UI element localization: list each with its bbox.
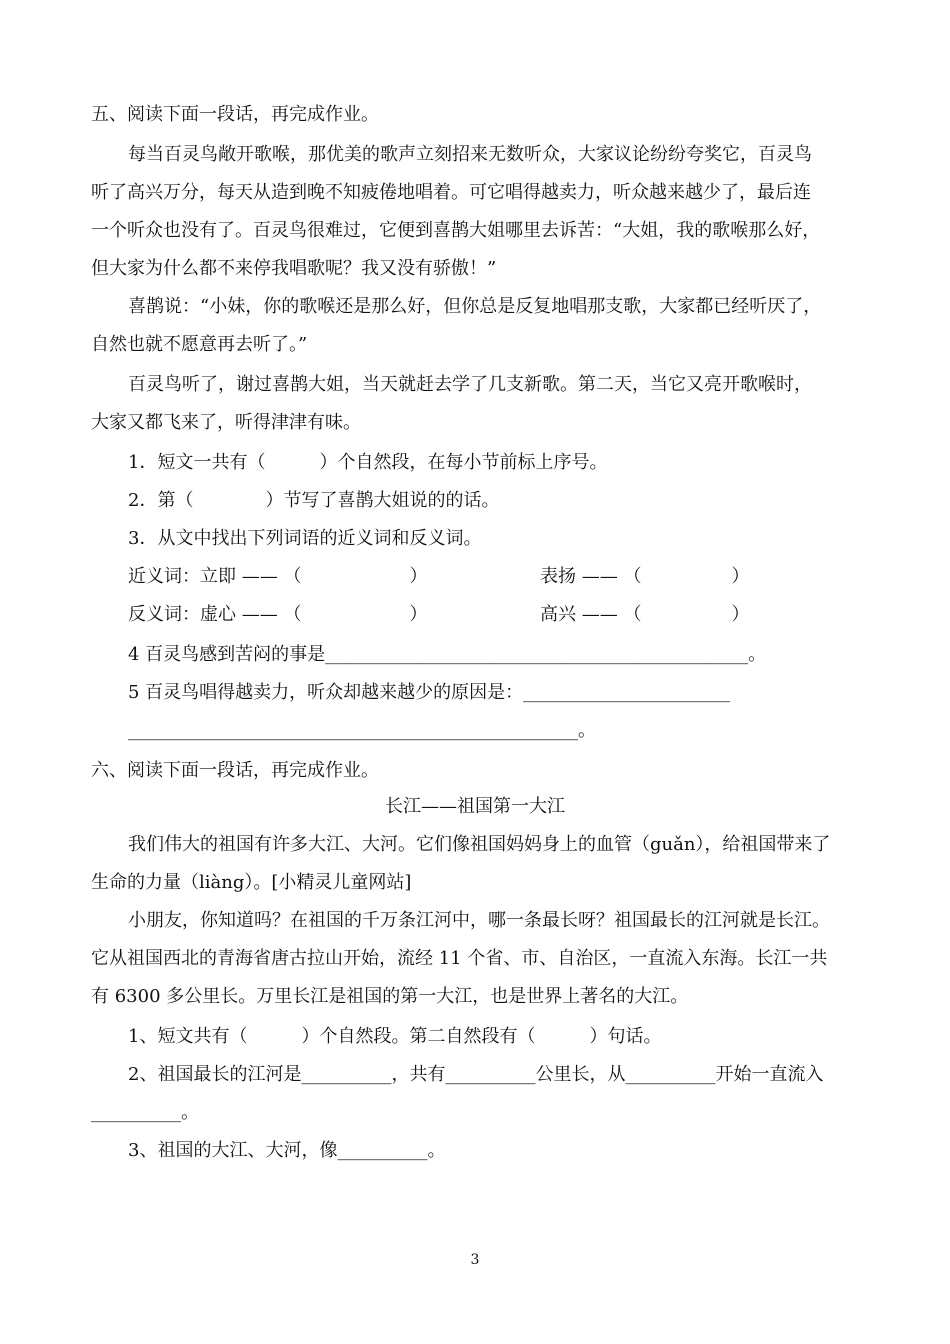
question-5-continuation: __________________________________________________。 [128,720,596,741]
synonym-row-left: 近义词：立即 —— （ ） [128,566,428,587]
paragraph-line: 生命的力量（liàng）。[小精灵儿童网站] [91,872,412,893]
page-number: 3 [470,1252,480,1268]
paragraph-line: 但大家为什么都不来停我唱歌呢？我又没有骄傲！” [91,258,497,279]
paragraph-line: 有 6300 多公里长。万里长江是祖国的第一大江，也是世界上著名的大江。 [91,986,689,1007]
antonym-row-left: 反义词：虚心 —— （ ） [128,604,428,625]
question-2-continuation: __________。 [91,1102,199,1123]
question-1: 1、短文共有（ ）个自然段。第二自然段有（ ）句话。 [128,1026,662,1047]
paragraph-line: 小朋友，你知道吗？在祖国的千万条江河中，哪一条最长呀？祖国最长的江河就是长江。 [128,910,830,931]
paragraph-line: 我们伟大的祖国有许多大江、大河。它们像祖国妈妈身上的血管（guǎn），给祖国带来了 [128,834,831,855]
question-3: 3、祖国的大江、大河，像__________。 [128,1140,446,1161]
section-6-heading: 六、阅读下面一段话，再完成作业。 [91,760,379,781]
paragraph-line: 大家又都飞来了，听得津津有味。 [91,412,361,433]
paragraph-line: 每当百灵鸟敞开歌喉，那优美的歌声立刻招来无数听众，大家议论纷纷夸奖它，百灵鸟 [128,144,812,165]
paragraph-line: 喜鹊说：“小妹，你的歌喉还是那么好，但你总是反复地唱那支歌，大家都已经听厌了， [128,296,822,317]
section-5-heading: 五、阅读下面一段话，再完成作业。 [91,104,379,125]
synonym-row-right: 表扬 —— （ ） [540,566,750,587]
question-2: 2、祖国最长的江河是__________，共有__________公里长，从__________开始一直流入 [128,1064,824,1085]
article-title: 长江——祖国第一大江 [385,796,565,817]
question-1: 1．短文一共有（ ）个自然段，在每小节前标上序号。 [128,452,608,473]
paragraph-line: 百灵鸟听了，谢过喜鹊大姐，当天就赶去学了几支新歌。第二天，当它又亮开歌喉时， [128,374,812,395]
question-3: 3．从文中找出下列词语的近义词和反义词。 [128,528,482,549]
paragraph-line: 自然也就不愿意再去听了。” [91,334,308,355]
question-4: 4 百灵鸟感到苦闷的事是_______________________________________________。 [128,644,767,665]
paragraph-line: 听了高兴万分，每天从造到晚不知疲倦地唱着。可它唱得越卖力，听众越来越少了，最后连 [91,182,811,203]
paragraph-line: 一个听众也没有了。百灵鸟很难过，它便到喜鹊大姐哪里去诉苦：“大姐，我的歌喉那么好， [91,220,821,241]
antonym-row-right: 高兴 —— （ ） [540,604,750,625]
paragraph-line: 它从祖国西北的青海省唐古拉山开始，流经 11 个省、市、自治区，一直流入东海。长江一共 [91,948,828,969]
question-5: 5 百灵鸟唱得越卖力，听众却越来越少的原因是：_______________________ [128,682,731,703]
question-2: 2．第（ ）节写了喜鹊大姐说的的话。 [128,490,500,511]
